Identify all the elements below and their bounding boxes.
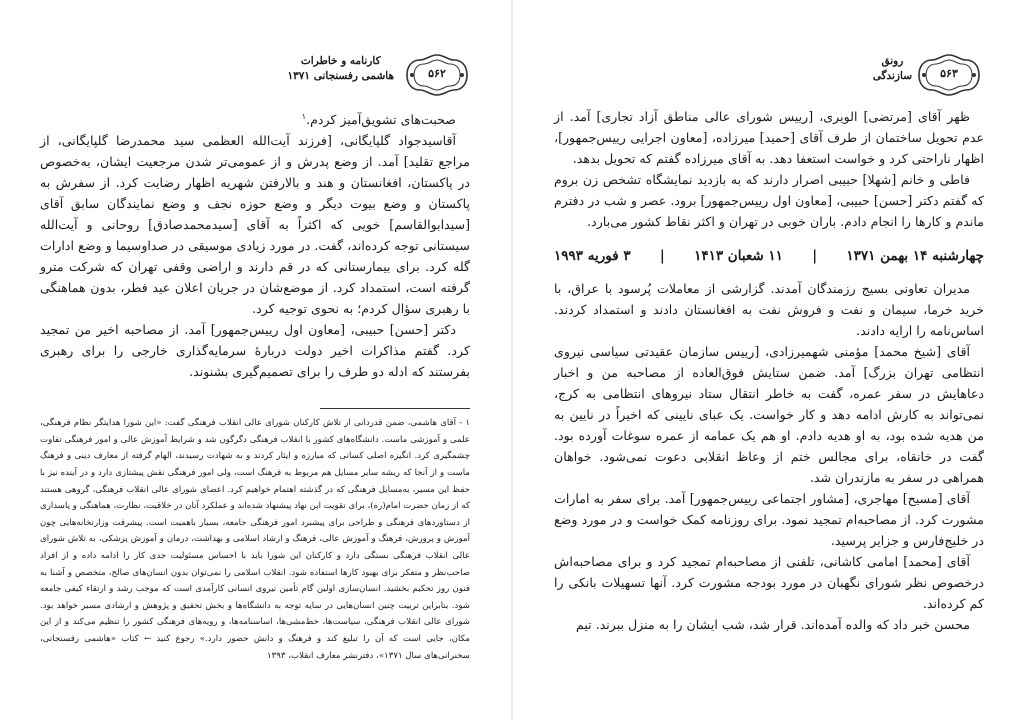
page-number: ۵۶۳: [940, 67, 958, 80]
date-gregorian: ۳ فوریه ۱۹۹۳: [554, 248, 631, 264]
running-title-line2: سازندگی: [872, 70, 912, 82]
footnote-divider: [320, 408, 470, 409]
paragraph: آقای [مسیح] مهاجری، [مشاور اجتماعی رییس‌جمهور] آمد. برای سفر به امارات مشورت کرد. از مصاحبه‌ام تمجید نمود. برای روزنامه کمک خواست و در مورد وضع در خلیج‌فارس و جزایر پرسید.: [554, 491, 984, 548]
right-page: [512, 0, 1024, 720]
footnote-marker: ۱: [301, 112, 307, 121]
paragraph: [40, 106, 470, 130]
date-separator: |: [659, 248, 665, 264]
date-separator: |: [812, 248, 818, 264]
date-heading: [554, 248, 984, 264]
paragraph: آقای [شیخ محمد] مؤمنی شهمیرزادی، [رییس سازمان عقیدتی سیاسی نیروی انتظامی تهران بزرگ] آمد. ضمن ستایش فوق‌العاده از مصاحبه من و اخبار دعاهایش در سفر عمره، گفت به خاطر انتقال ستاد نیروهای انتظامی به کرج، نمی‌تواند به کارش ادامه دهد و کار خواست. یک عبای نایینی که اخیراً در نایین به من هدیه شده بود، به او هدیه دادم. او هم یک عمامه از عمره سوغات آورده بود. گفت در خانقاه، برای مجالس ختم از وعاظ انقلابی دعوت نمی‌شود. خواهان همراهی در سفر به مازندران شد.: [554, 344, 984, 485]
running-title-line1: رونق: [881, 55, 904, 67]
paragraph: ظهر آقای [مرتضی] الویری، [رییس شورای عالی مناطق آزاد تجاری] آمد. از عدم تحویل ساختمان از طرف آقای [حمید] میرزاده، [معاون اجرایی رییس‌جمهور]، اظهار ناراحتی کرد و خواست استعفا دهد. به آقای میرزاده گفتم که تحویل بدهد.: [554, 109, 984, 166]
paragraph: فاطی و خانم [شهلا] حبیبی اصرار دارند که به بازدید نمایشگاه تشخص زن بروم که گفتم دکتر [حسن] حبیبی، [معاون اول رییس‌جمهور] برود. عصر و شب در دفترم ماندم و کارها را انجام دادم. باران خوبی در تهران و اکثر نقاط کشور می‌بارد.: [554, 172, 984, 229]
paragraph-text: صحبت‌های تشویق‌آمیز کردم.: [306, 112, 456, 128]
left-page-header: [40, 52, 470, 106]
running-title-line1: کارنامه و خاطرات: [300, 55, 381, 67]
paragraph: آقای [محمد] امامی کاشانی، تلفنی از مصاحبه‌ام تمجید کرد و برای مصاحبه‌اش درخصوص نظر شورای نگهبان در مورد بودجه مشورت کرد. آنها تسهیلات بانکی را کم کرده‌اند.: [554, 554, 984, 611]
page-number: ۵۶۲: [428, 67, 446, 80]
right-page-header: [554, 52, 984, 106]
paragraph: مدیران تعاونی بسیج رزمندگان آمدند. گزارشی از معاملات پُرسود با عراق، با خرید خرما، سیمان و نفت و فروش نفت به افغانستان دادند و استمداد کردند. اساس‌نامه را ارایه دادند.: [554, 281, 984, 338]
paragraph: آقاسیدجواد گلپایگانی، [فرزند آیت‌الله العظمی سید محمدرضا گلپایگانی، از مراجع تقلید] آمد. از وضع پدرش و از عمومی‌تر شدن مرجعیت ایشان، به‌خصوص در پاکستان، افغانستان و هند و بالارفتن شهریه اظهار رضایت کرد. از سفرش به پاکستان و وضع بیوت دیگر و وضع حوزه نجف و وضع نمایندگان سابق آقای [سیدابوالقاسم] خویی که اکثراً به آقای [سیدمحمدصادق] روحانی و آیت‌الله سیستانی توجه کرده‌اند، گفت. در مورد زیادی موسیقی در صداوسیما و وضع ادارات گله کرد. برای بیمارستانی که در قم دارند و اراضی وقفی تهران که شرکت مترو گرفته است، استمداد کرد. از موضع‌شان در جریان اعلان عید فطر، بدون هماهنگی با رهبری سؤال کردم؛ به نحوی توجیه کرد.: [40, 133, 470, 317]
footnote: ۱ - آقای هاشمی، ضمن قدردانی از تلاش کارکنان شورای عالی انقلاب فرهنگی گفت: «این شورا هدایتگر نظام فرهنگی، علمی و آموزشی ماست. دانشگاه‌های کشور با انقلاب فرهنگی دگرگون شد و شرایط آموزش عالی و امور فرهنگی تفاوت چشمگیری کرد. انگیزه اصلی کسانی که مبارزه و ایثار کردند و به شهادت رسیدند، الهام گرفته از معارف دینی و فرهنگ ماست و از آنجا که ریشه سایر مسایل هم مربوط به فرهنگ است، ولی امور فرهنگی نقش پیشتازی دارد و در آینده نیز با حفظ این مسیر، به‌مسایل فرهنگی که در گذشته اهتمام خواهیم کرد. اعضای شورای عالی انقلاب فرهنگی، گروهی هستند که از زمان حضرت امام(ره)، برای تقویت این نهاد پیشنهاد شده‌اند و عملکرد آنان در خلاقیت، نظارت، هماهنگی و پاسداری از دستاوردهای فرهنگی و طراحی برای پیشبرد امور فرهنگی جامعه، بسیار باهمیت است. پیشرفت وزارتخانه‌هایی چون آموزش و پرورش، فرهنگ و آموزش عالی، فرهنگ و ارشاد اسلامی و بهداشت، درمان و آموزش پزشکی، به تلاش شورای عالی انقلاب فرهنگی بستگی دارد و کارکنان این شورا باید با احساس مسئولیت جدی کار را ادامه داده و از افراد صاحب‌نظر و متفکر برای بهبود کارها استفاده شود. انقلاب اسلامی را نمی‌توان بدون انسان‌های صالح، متخصص و آشنا به فنون روز تحکیم بخشید. انسان‌سازی اولین گام تأمین نیروی انسانی کارآمدی است که موجب رشد و ارتقاء کیفی جامعه شود. بنابراین تربیت چنین انسان‌هایی در سایه توجه به دانشگاه‌ها و بخش تحقیق و پژوهش و ارشادی مسیر خواهد بود. شورای عالی انقلاب فرهنگی، سیاست‌ها، خط‌مشی‌ها، اساسنامه‌ها، و رویه‌های فرهنگی کشور را تنظیم می‌کند و از این مکان، جایی است که آن را تبلیغ کند و فرهنگ و دانش حضور دارد.» رجوع کنید ← کتاب «هاشمی رفسنجانی، سخنرانی‌های سال ۱۳۷۱»، دفترنشر معارف انقلاب، ۱۳۹۳: [40, 418, 470, 661]
running-title-line2: هاشمی رفسنجانی ۱۳۷۱: [287, 70, 394, 82]
date-hijri: ۱۱ شعبان ۱۴۱۳: [694, 248, 783, 264]
running-title: [873, 54, 912, 84]
date-shamsi: چهارشنبه ۱۴ بهمن ۱۳۷۱: [846, 248, 984, 264]
paragraph: محسن خبر داد که والده آمده‌اند. قرار شد، شب ایشان را به منزل ببرند. تیم: [576, 617, 970, 632]
paragraph: دکتر [حسن] حبیبی، [معاون اول رییس‌جمهور] آمد. از مصاحبه اخیر من تمجید کرد. گفتم مذاکرات اخیر دولت دربارهٔ سرمایه‌گذاری خارجی را برای رهبری بفرستند که ادله دو طرف را برای تصمیم‌گیری بشنوند.: [40, 322, 470, 380]
running-title: [287, 54, 394, 84]
